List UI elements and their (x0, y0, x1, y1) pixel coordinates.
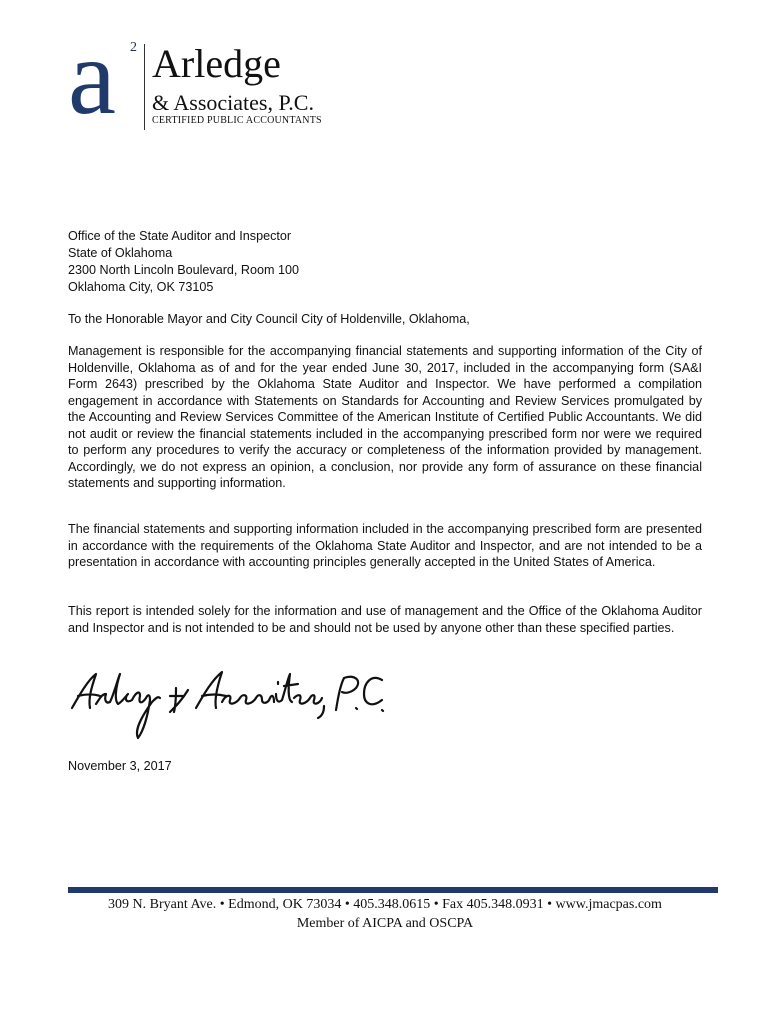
body-paragraph-3: This report is intended solely for the information and use of management and the Office of the Oklahoma Auditor and Inspector and is not intended to be and should not be used by anyone other than these specified parties. (68, 604, 702, 635)
logo-firm-name: Arledge (152, 41, 281, 86)
letter-date: November 3, 2017 (68, 759, 172, 773)
logo-divider (144, 44, 145, 130)
body-paragraph-1: Management is responsible for the accompanying financial statements and supporting information of the City of Holdenville, Oklahoma as of and for the year ended June 30, 2017, included in the accompanying form (SA&I Form 2643) prescribed by the Oklahoma State Auditor and Inspector. We have performed a compilation engagement in accordance with Statements on Standards for Accounting and Review Services promulgated by the Accounting and Review Services Committee of the American Institute of Certified Public Accountants. We did not audit or review the financial statements included in the accompanying prescribed form nor were we required to perform any procedures to verify the accuracy or completeness of the information provided by management. Accordingly, we do not express an opinion, a conclusion, nor provide any form of assurance on these financial statements and supporting information. (68, 344, 702, 490)
logo-mark (68, 18, 140, 137)
logo-firm-tagline: CERTIFIED PUBLIC ACCOUNTANTS (152, 115, 322, 126)
recipient-line-4: Oklahoma City, OK 73105 (68, 280, 214, 294)
footer-contact: 309 N. Bryant Ave. • Edmond, OK 73034 • 405.348.0615 • Fax 405.348.0931 • www.jmacpas.com (108, 897, 662, 912)
handwritten-signature (66, 664, 386, 742)
footer-divider (68, 887, 718, 893)
salutation: To the Honorable Mayor and City Council City of Holdenville, Oklahoma, (68, 312, 470, 326)
logo-firm-subtitle: & Associates, P.C. (152, 90, 314, 115)
logo-superscript: 2 (130, 40, 137, 55)
firm-logo (68, 18, 368, 137)
logo-letter: a (68, 18, 116, 137)
recipient-line-2: State of Oklahoma (68, 246, 173, 260)
footer-membership: Member of AICPA and OSCPA (296, 916, 474, 931)
recipient-address (68, 228, 299, 296)
body-paragraph-2: The financial statements and supporting information included in the accompanying prescribed form are presented in accordance with the requirements of the Oklahoma State Auditor and Inspector, and are not intended to be a presentation in accordance with accounting principles generally accepted in the United States of America. (68, 522, 702, 569)
recipient-line-3: 2300 North Lincoln Boulevard, Room 100 (68, 263, 300, 277)
recipient-line-1: Office of the State Auditor and Inspector (68, 229, 292, 243)
